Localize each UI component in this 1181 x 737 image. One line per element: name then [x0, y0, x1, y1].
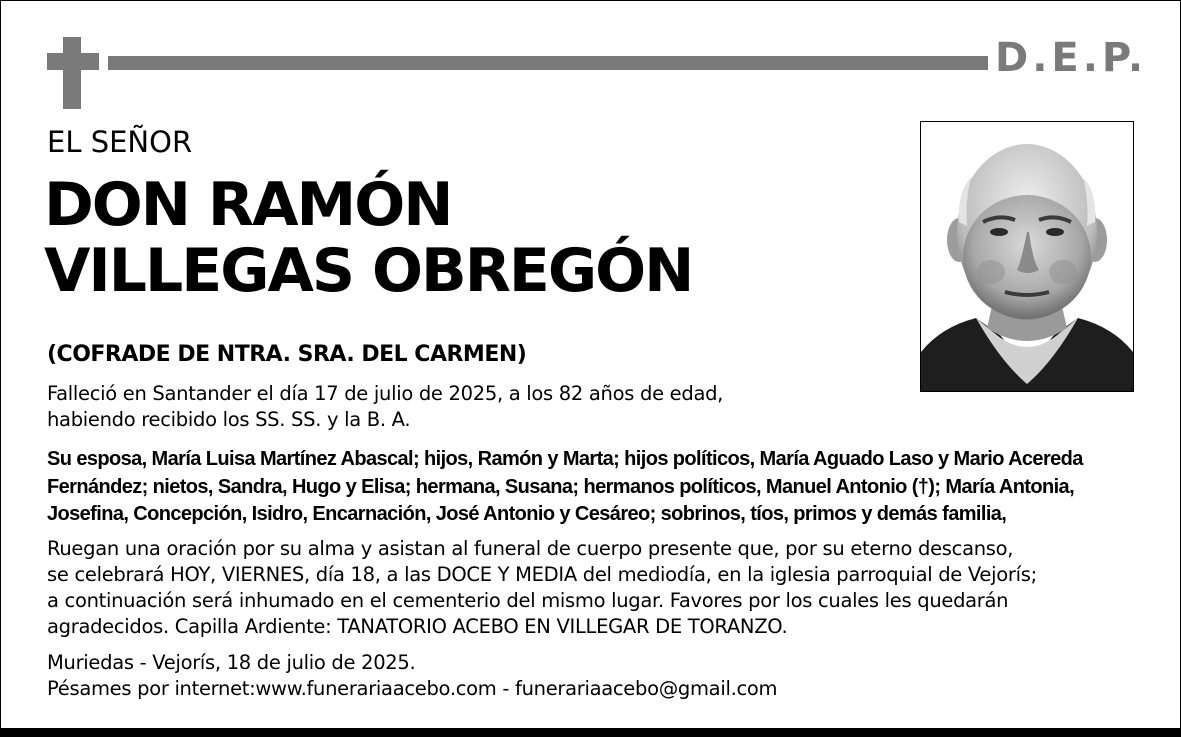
name-line-1: DON RAMÓN [44, 170, 452, 240]
death-notice-line: habiendo recibido los SS. SS. y la B. A. [47, 408, 411, 431]
family-list [47, 446, 1147, 529]
bottom-rule [0, 728, 1181, 737]
footer [47, 650, 777, 702]
honorific: EL SEÑOR [47, 125, 193, 159]
funeral-line: a continuación será inhumado en el cementerio del mismo lugar. Favores por los cuales les quedarán [47, 589, 1009, 612]
contact-line: Pésames por internet:www.funerariaacebo.com - funerariaacebo@gmail.com [47, 677, 778, 700]
name-line-2: VILLEGAS OBREGÓN [44, 236, 693, 306]
portrait-photo [920, 121, 1134, 392]
death-notice [47, 381, 723, 433]
family-line: Josefina, Concepción, Isidro, Encarnación, José Antonio y Cesáreo; sobrinos, tíos, primos y demás familia, [47, 503, 1007, 525]
dep-label: D.E.P. [995, 35, 1148, 81]
death-notice-line: Falleció en Santander el día 17 de julio de 2025, a los 82 años de edad, [47, 382, 724, 405]
header-rule [108, 56, 988, 70]
funeral-line: se celebrará HOY, VIERNES, día 18, a las DOCE Y MEDIA del mediodía, en la iglesia parroquial de Vejorís; [47, 563, 1037, 586]
cross-icon [47, 37, 99, 109]
funeral-line: agradecidos. Capilla Ardiente: TANATORIO ACEBO EN VILLEGAR DE TORANZO. [47, 615, 788, 638]
affiliation: (COFRADE DE NTRA. SRA. DEL CARMEN) [47, 342, 527, 367]
family-line: Su esposa, María Luisa Martínez Abascal; hijos, Ramón y Marta; hijos políticos, María Aguado Laso y Mario Acereda [47, 448, 1083, 470]
place-date: Muriedas - Vejorís, 18 de julio de 2025. [47, 651, 416, 674]
funeral-line: Ruegan una oración por su alma y asistan al funeral de cuerpo presente que, por su eterno descanso, [47, 537, 1014, 560]
funeral-details [47, 536, 1037, 640]
deceased-name [44, 172, 692, 304]
family-line: Fernández; nietos, Sandra, Hugo y Elisa; hermana, Susana; hermanos políticos, Manuel Antonio (†); María Antonia, [47, 475, 1075, 498]
